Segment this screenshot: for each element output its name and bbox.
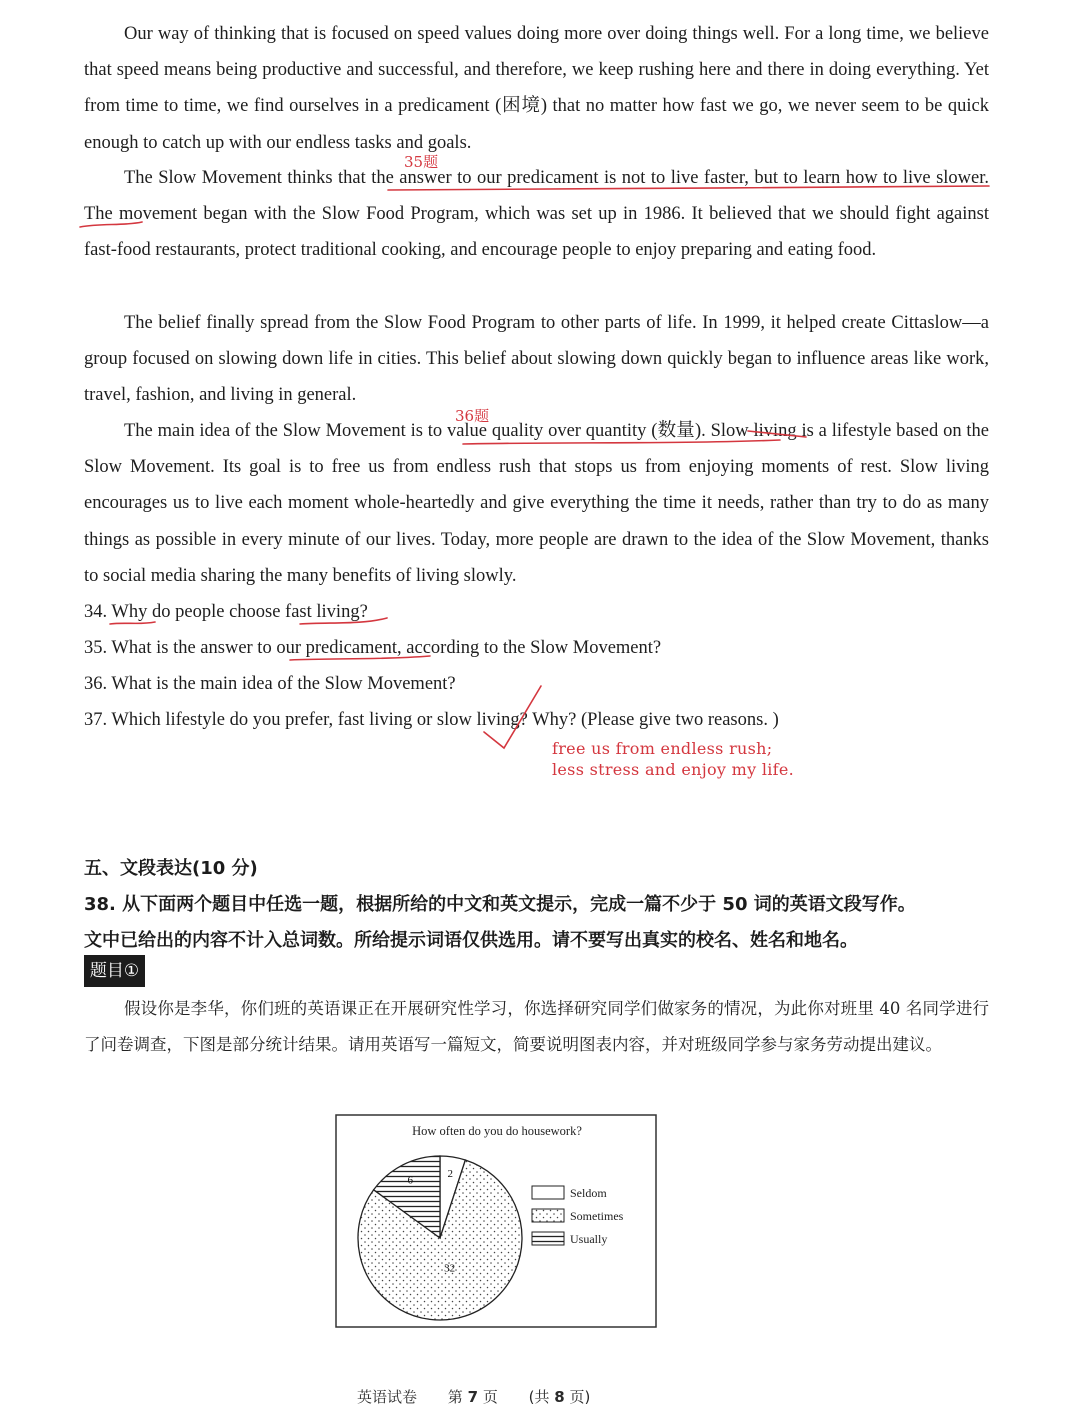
- writing-task-prompt: 假设你是李华，你们班的英语课正在开展研究性学习，你选择研究同学们做家务的情况，为此你对班里 40 名同学进行了问卷调查，下图是部分统计结果。请用英语写一篇短文，简要说明图表内容，并对班级同学参与家务劳动提出建议。: [84, 999, 989, 1054]
- question-38-instruction-line-2: 文中已给出的内容不计入总词数。所给提示词语仅供选用。请不要写出真实的校名、姓名和地名。: [84, 930, 858, 951]
- pie-label-sometimes: 32: [444, 1262, 456, 1275]
- passage-paragraph-4: The main idea of the Slow Movement is to value quality over quantity (数量). Slow living is a lifestyle based on the Slow Movement. Its goal is to free us from endless rush that stops us from enjoying moments of rest. Slow living encourages us to live each moment whole-heartedly and give everything the time it needs, rather than try to do as many things as possible in every minute of our lives. Today, more people are drawn to the idea of the Slow Movement, thanks to social media sharing the many benefits of living slowly.: [84, 421, 989, 586]
- question-37: 37. Which lifestyle do you prefer, fast living or slow living? Why? (Please give two reasons. ): [84, 710, 779, 730]
- handwritten-answer-line-1: free us from endless rush;: [552, 739, 773, 758]
- legend-label-seldom: Seldom: [570, 1186, 607, 1200]
- question-38-instruction-line-1: 38. 从下面两个题目中任选一题，根据所给的中文和英文提示，完成一篇不少于 50 词的英语文段写作。: [84, 894, 916, 915]
- passage-paragraph-2: The Slow Movement thinks that the answer to our predicament is not to live faster, but to learn how to live slower. The movement began with the Slow Food Program, which was set up in 1986. It believed that we should fight against fast-food restaurants, protect traditional cooking, and encourage people to enjoy preparing and eating food.: [84, 168, 989, 261]
- section-title: 五、文段表达(10 分): [84, 858, 258, 879]
- question-36: 36. What is the main idea of the Slow Movement?: [84, 674, 456, 694]
- footer-total: (共 8 页): [528, 1388, 591, 1406]
- legend-label-usually: Usually: [570, 1232, 608, 1246]
- housework-pie-chart: [335, 1114, 657, 1330]
- pie-label-seldom: 2: [447, 1168, 454, 1181]
- footer-subject: 英语试卷: [357, 1388, 418, 1406]
- pie-label-usually: 6: [407, 1174, 413, 1187]
- annotation-tag-35: 35题: [404, 153, 439, 171]
- question-34: 34. Why do people choose fast living?: [84, 602, 368, 622]
- question-35: 35. What is the answer to our predicament, according to the Slow Movement?: [84, 638, 662, 658]
- legend-label-sometimes: Sometimes: [570, 1209, 624, 1223]
- topic-label: 题目①: [84, 955, 145, 987]
- chart-title: How often do you do housework?: [412, 1124, 582, 1138]
- annotation-tag-36: 36题: [455, 407, 490, 425]
- passage-paragraph-3: The belief finally spread from the Slow Food Program to other parts of life. In 1999, it helped create Cittaslow—a group focused on slowing down life in cities. This belief about slowing down quickly began to influence areas like work, travel, fashion, and living in general.: [84, 313, 989, 406]
- footer-page: 第 7 页: [447, 1388, 498, 1406]
- page-footer: [357, 1386, 590, 1407]
- legend-swatch-sometimes: [532, 1209, 564, 1222]
- legend-swatch-seldom: [532, 1186, 564, 1199]
- passage-paragraph-1: Our way of thinking that is focused on speed values doing more over doing things well. For a long time, we believe that speed means being productive and successful, and therefore, we keep rushing here and there in doing everything. Yet from time to time, we find ourselves in a predicament (困境) that no matter how fast we go, we never seem to be quick enough to catch up with our endless tasks and goals.: [84, 24, 989, 153]
- handwritten-answer-line-2: less stress and enjoy my life.: [552, 760, 795, 779]
- legend-swatch-usually: [532, 1232, 564, 1245]
